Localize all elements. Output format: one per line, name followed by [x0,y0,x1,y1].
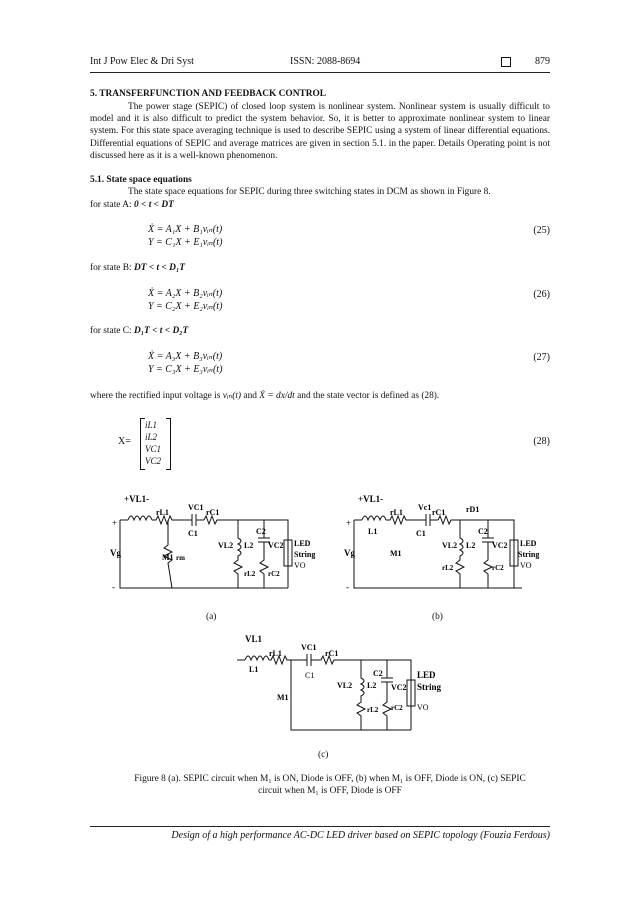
label-vc2: VC2 [492,541,508,550]
state-c-label: for state C: [90,326,135,336]
footer-rule [90,826,550,827]
state-a-condition: 0 < t < DT [134,200,174,210]
subfigure-label-c: (c) [318,750,329,760]
state-entry: VC2 [145,456,162,466]
label-rc2: rC2 [391,704,403,712]
label-l1: L1 [249,665,259,674]
eq-number-28: (28) [533,436,550,447]
state-vector-lhs: X= [118,436,131,447]
where-part1: where the rectified input voltage is [90,391,223,401]
label-vc1: VC1 [301,643,317,652]
label-minus: - [346,582,349,592]
state-b-label-line [90,262,550,274]
label-minus: - [112,582,115,592]
where-line [90,390,550,402]
section-5-1-paragraph: The state space equations for SEPIC during three switching states in DCM as shown in Figure 8. [128,187,491,197]
section-5-1-heading: 5.1. State space equations [90,175,192,185]
where-xdot: Ẋ = dx/dt [259,391,295,401]
label-vc1: Vc1 [418,503,432,512]
running-footer: Design of a high performance AC-DC LED driver based on SEPIC topology (Fouzia Ferdous) [171,830,550,841]
label-vl1: VL1 [245,634,263,644]
eq-number-26: (26) [533,289,550,300]
label-m1: M1 [277,693,289,702]
label-vl2: VL2 [442,541,458,550]
state-c-eq2: Y = C₃X + E₃vᵢₙ(t) [148,364,223,375]
label-c1: C1 [305,671,315,680]
state-a-label: for state A: [90,200,134,210]
circuit-a [108,490,316,600]
label-l2: L2 [367,681,377,690]
label-l2: L2 [466,541,476,550]
label-rc2: rC2 [268,570,280,578]
label-vo: VO [417,703,429,712]
label-rl2: rL2 [367,706,379,714]
label-led: LED [294,539,311,548]
label-rl1: rL1 [269,649,282,658]
state-vector-entries [145,419,161,467]
subfigure-label-a: (a) [206,612,217,622]
figure-caption-line1: Figure 8 (a). SEPIC circuit when M₁ is ON, Diode is OFF, (b) when M₁ is OFF, Diode is ON, (c) SEPIC [134,774,526,784]
label-vc2: VC2 [391,683,407,692]
checkbox-square-icon [501,57,511,67]
label-plus: + [112,518,118,528]
label-m1: M1 [162,553,174,562]
label-vc2: VC2 [268,541,284,550]
label-rl2: rL2 [442,564,454,572]
page-number: 879 [535,56,550,67]
issn: ISSN: 2088-8694 [290,56,361,67]
label-rl2: rL2 [244,570,256,578]
label-c1: C1 [416,529,426,538]
figure-caption-line2: circuit when M₁ is OFF, Diode is OFF [258,786,402,796]
label-l1: L1 [368,527,378,536]
state-entry: VC1 [145,444,162,454]
label-vo: VO [294,561,306,570]
label-rc1: rC1 [325,649,339,658]
label-string: String [518,550,540,559]
where-part3: and the state vector is defined as (28). [294,391,440,401]
state-b-condition: DT < t < D₁T [134,263,185,273]
label-rc1: rC1 [206,508,220,517]
label-rl1: rL1 [156,508,169,517]
header-rule [90,72,550,73]
state-b-label: for state B: [90,263,135,273]
label-vg: Vg [344,548,355,558]
label-string: String [417,682,442,692]
state-a-eq1: Ẋ = A₁X + B₁vᵢₙ(t) [148,224,223,235]
eq-number-27: (27) [533,352,550,363]
label-vl2: VL2 [337,681,353,690]
label-c1: C1 [188,529,198,538]
label-vl2: VL2 [218,541,234,550]
eq-number-25: (25) [533,225,550,236]
section-5-heading: 5. TRANSFERFUNCTION AND FEEDBACK CONTROL [90,89,327,99]
state-c-condition: D₁T < t < D₂T [134,326,189,336]
label-m1: M1 [390,549,402,558]
label-string: String [294,550,316,559]
state-c-eq1: Ẋ = A₃X + B₃vᵢₙ(t) [148,351,223,362]
where-vin: vᵢₙ(t) [222,391,242,401]
where-part2: and [241,391,260,401]
label-rl1: rL1 [390,508,403,517]
label-vl1: +VL1- [358,494,384,504]
label-plus: + [346,518,352,528]
right-bracket [166,418,171,470]
state-a-eq2: Y = C₁X + E₁vᵢₙ(t) [148,237,223,248]
circuit-b [342,490,542,600]
label-vc1: VC1 [188,503,204,512]
state-c-label-line [90,325,550,337]
label-vo: VO [520,561,532,570]
label-led: LED [520,539,537,548]
section-5-paragraph: The power stage (SEPIC) of closed loop system is nonlinear system. Nonlinear system is usually difficult to model and it is also difficult to predict the system behavior. So, it is better to approximate nonlinear system to linear system. For this state space averaging technique is used to describe SEPIC using a system of linear differential equations. Differential equations of SEPIC and average matrices are given in section 5.1. in the paper. Details Operating point is not discussed here as it is a well-known phenomenon. [90,102,550,161]
label-vl1: +VL1- [124,494,150,504]
label-rc2: rC2 [492,564,504,572]
label-l2: L2 [244,541,254,550]
label-rc1: rC1 [432,508,446,517]
label-c2: C2 [373,669,383,678]
state-a-label-line [90,199,550,211]
state-entry: iL1 [145,420,158,430]
label-c2: C2 [256,527,266,536]
journal-name: Int J Pow Elec & Dri Syst [90,56,194,67]
running-header [90,56,550,70]
state-b-eq1: Ẋ = A₂X + B₂vᵢₙ(t) [148,288,223,299]
label-rm: rm [176,554,185,562]
label-led: LED [417,670,436,680]
label-vg: Vg [110,548,121,558]
label-c2: C2 [478,527,488,536]
subfigure-label-b: (b) [432,612,443,622]
state-entry: iL2 [145,432,158,442]
circuit-c [225,632,445,742]
state-b-eq2: Y = C₂X + E₂vᵢₙ(t) [148,301,223,312]
label-rd1: rD1 [466,505,480,514]
